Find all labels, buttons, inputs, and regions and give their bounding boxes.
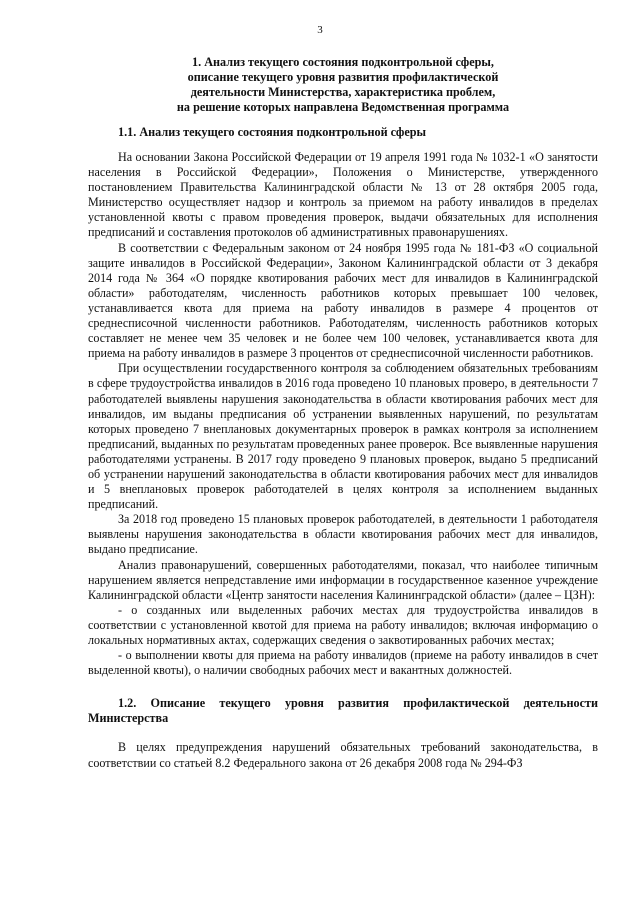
title-line: описание текущего уровня развития профилактической <box>187 70 499 84</box>
paragraph: В целях предупреждения нарушений обязательных требований законодательства, в соответствии со статьей 8.2 Федерального закона от 26 декабря 2008 года № 294-ФЗ <box>88 740 598 770</box>
page-number: 3 <box>317 24 323 36</box>
paragraph: За 2018 год проведено 15 плановых проверок работодателей, в деятельности 1 работодателя выявлены нарушения законодательства в области квотирования рабочих мест для инвалидов, выдано предписание. <box>88 512 598 557</box>
title-line: на решение которых направлена Ведомственная программа <box>176 100 510 114</box>
list-item: - о выполнении квоты для приема на работу инвалидов (приеме на работу инвалидов в счет выделенной квоты), о наличии свободных рабочих мест и вакантных должностей. <box>88 648 598 678</box>
subsection-heading-1-1: 1.1. Анализ текущего состояния подконтрольной сферы <box>118 125 427 139</box>
paragraph: Анализ правонарушений, совершенных работодателями, показал, что наиболее типичным нарушением является непредставление ими информации в государственное казенное учреждение Калининградской области «Центр занятости населения Калининградской области» (далее – ЦЗН): <box>88 557 598 602</box>
subsection-heading-1-2: 1.2. Описание текущего уровня развития профилактической деятельности Министерства <box>88 696 598 726</box>
paragraph: На основании Закона Российской Федерации от 19 апреля 1991 года № 1032-1 «О занятости населения в Российской Федерации», Положения о Министерстве, утвержденного постановлением Правительства Калининградской области № 13 от 28 октября 2005 года, Министерство осуществляет надзор и контроль за приемом на работу инвалидов в пределах установленной квоты с правом проведения проверок, выдачи обязательных для исполнения предписаний и составления протоколов об административных правонарушениях. <box>88 150 598 240</box>
list-item: - о созданных или выделенных рабочих местах для трудоустройства инвалидов в соответствии с установленной квотой для приема на работу инвалидов; включая информацию о локальных нормативных актах, содержащих сведения о заквотированных рабочих местах; <box>88 602 598 647</box>
paragraph: В соответствии с Федеральным законом от 24 ноября 1995 года № 181-ФЗ «О социальной защите инвалидов в Российской Федерации», Законом Калининградской области от 3 декабря 2014 года № 364 «О порядке квотирования рабочих мест для инвалидов в Калининградской области» работодателям, численность работников которых превышает 100 человек, устанавливается квота для приема на работу инвалидов в размере 4 процентов от среднесписочной численности работников. Работодателям, численность работников которых составляет не менее чем 35 человек и не более чем 100 человек, устанавливается квота для приема на работу инвалидов в размере 3 процентов от среднесписочной численности работников. <box>88 240 598 361</box>
section-title <box>90 55 596 115</box>
title-line: 1. Анализ текущего состояния подконтрольной сферы, <box>192 55 494 69</box>
body-text <box>88 150 598 771</box>
paragraph: При осуществлении государственного контроля за соблюдением обязательных требованиям в сфере трудоустройства инвалидов в 2016 года проведено 10 плановых проверо, в деятельности 7 работодателей выявлены нарушения законодательства в области квотирования рабочих мест для инвалидов, им выданы предписания об устранении выявленных нарушений, по результатам которых проведено 7 внеплановых документарных проверок в рамках контроля за исполнением предписаний, выданных по результатам проведенных ранее проверок. Все выявленные нарушения работодателями устранены. В 2017 году проведено 9 плановых проверок, выдано 5 предписаний об устранении нарушений законодательства в области квотирования рабочих мест для инвалидов и 5 внеплановых проверок работодателей в целях контроля за исполнением выданных предписаний. <box>88 361 598 512</box>
title-line: деятельности Министерства, характеристика проблем, <box>190 85 496 99</box>
